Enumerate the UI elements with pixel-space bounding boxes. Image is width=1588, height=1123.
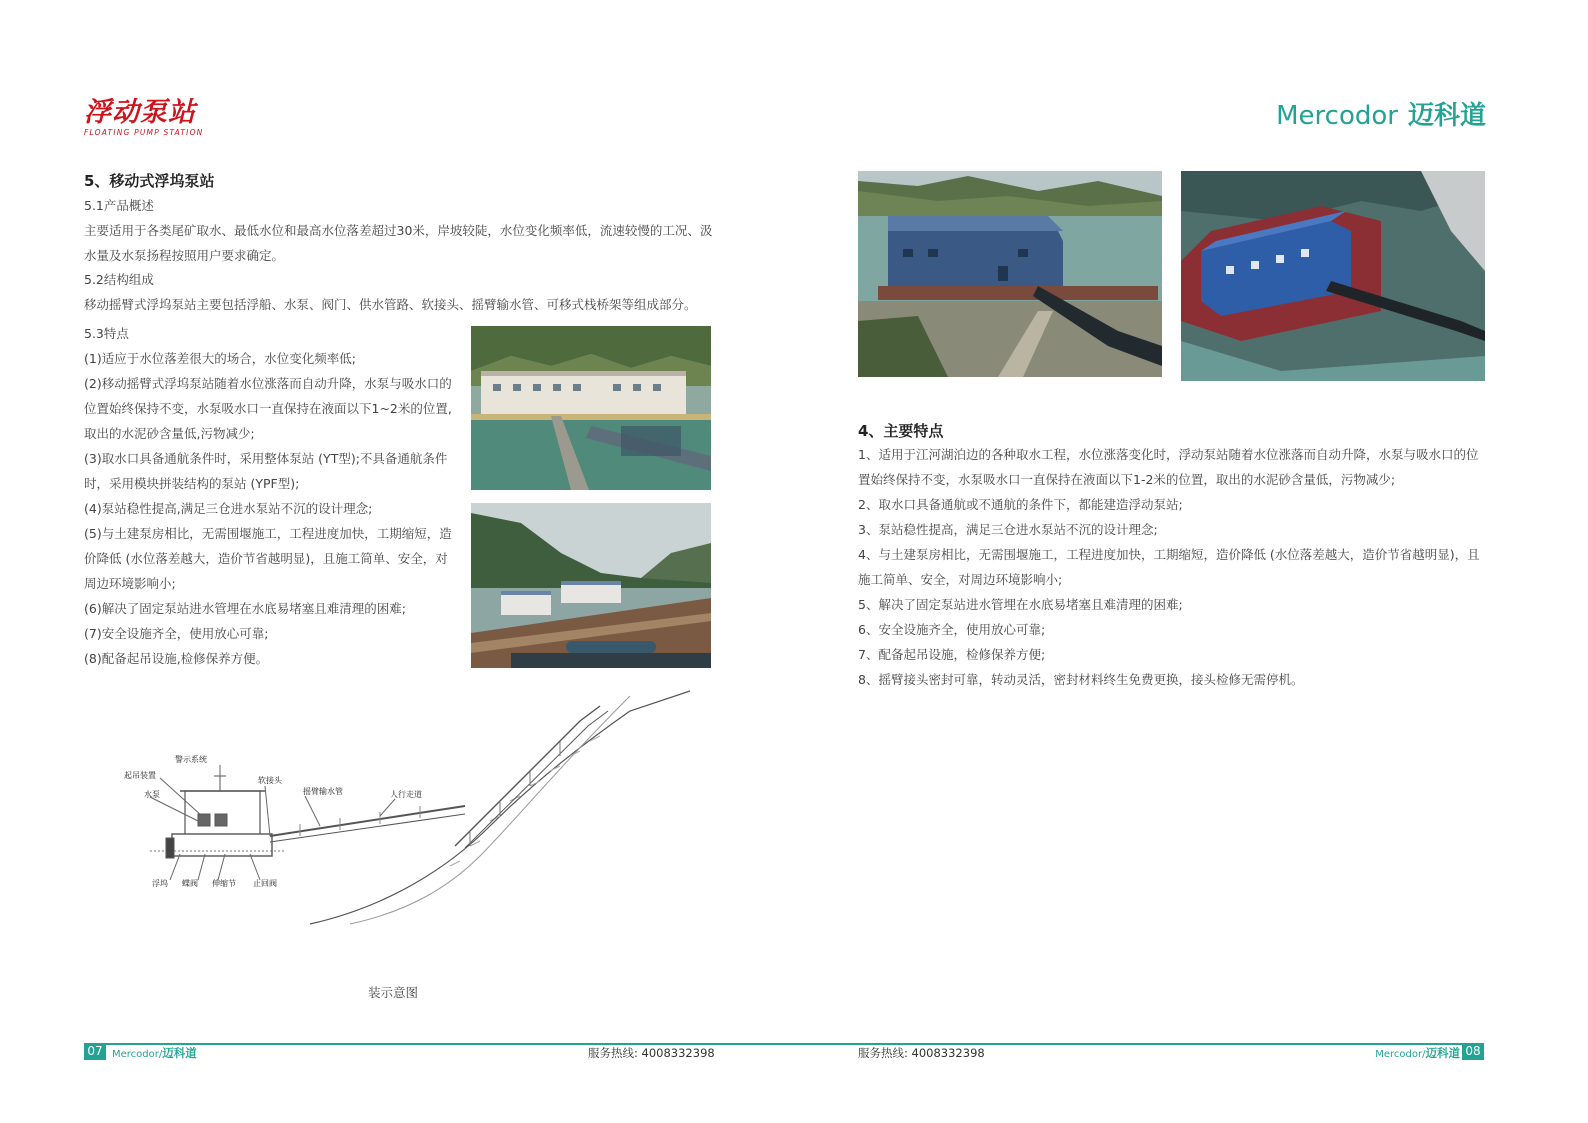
brand-logo: [1276, 100, 1486, 132]
feature-item: 7、配备起吊设施，检修保养方便;: [858, 647, 1046, 662]
subsection-title-5-2: 5.2结构组成: [84, 272, 154, 287]
subsection-title-5-3: 5.3特点: [84, 326, 129, 341]
feature-item: 6、安全设施齐全，使用放心可靠;: [858, 622, 1046, 637]
feature-item: (5)与土建泵房相比，无需围堰施工，工程进度加快，工期缩短，造价降低 (水位落差越大，造价节省越明显)，且施工简单、安全，对周边环境影响小;: [84, 526, 452, 591]
brand-en: Mercodor: [1276, 101, 1398, 131]
brand-cn: 迈科道: [1407, 101, 1486, 131]
feature-item: 1、适用于江河湖泊边的各种取水工程，水位涨落变化时，浮动泵站随着水位涨落而自动升降，水泵与吸水口的位置始终保持不变，水泵吸水口一直保持在液面以下1-2米的位置，取出的水泥砂含量低，污物减少;: [858, 447, 1479, 487]
footer-brand-en: Mercodor: [112, 1049, 159, 1060]
section-title-4: 4、主要特点: [858, 422, 944, 440]
label-crane: 起吊装置: [124, 771, 156, 780]
feature-item: (2)移动摇臂式浮坞泵站随着水位涨落而自动升降，水泵与吸水口的位置始终保持不变，水泵吸水口一直保持在液面以下1~2米的位置,取出的水泥砂含量低,污物减少;: [84, 376, 452, 441]
feature-item: (8)配备起吊设施,检修保养方便。: [84, 651, 269, 666]
footer-line: [84, 1043, 1484, 1045]
label-soft-joint: 软接头: [258, 776, 282, 785]
feature-item: (6)解决了固定泵站进水管埋在水底易堵塞且难清理的困难;: [84, 601, 406, 616]
photo-pump-station-render: [1181, 171, 1485, 381]
label-check-valve: 止回阀: [253, 879, 277, 888]
page-number-left: 07: [84, 1043, 106, 1060]
section-title-5: 5、移动式浮坞泵站: [84, 172, 215, 190]
label-expansion: 伸缩节: [212, 879, 236, 888]
footer-brand-right: [1375, 1045, 1460, 1061]
label-float: 浮坞: [152, 879, 168, 888]
feature-list-right: [858, 442, 1488, 692]
logo-subtitle: FLOATING PUMP STATION: [84, 128, 204, 137]
footer-slash: /: [1422, 1049, 1426, 1060]
subsection-text-5-1: 主要适用于各类尾矿取水、最低水位和最高水位落差超过30米，岸坡较陡，水位变化频率低，流速较慢的工况、汲水量及水泵扬程按照用户要求确定。: [84, 223, 713, 263]
feature-item: (4)泵站稳性提高,满足三仓进水泵站不沉的设计理念;: [84, 501, 373, 516]
footer-brand-en: Mercodor: [1375, 1049, 1423, 1060]
logo-title: 浮动泵站: [84, 97, 196, 128]
installation-diagram: [110, 686, 750, 926]
label-valve: 蝶阀: [182, 879, 198, 888]
diagram-caption: 装示意图: [368, 985, 419, 1000]
footer-brand-cn: 迈科道: [1425, 1046, 1460, 1060]
feature-item: (3)取水口具备通航条件时，采用整体泵站 (YT型);不具备通航条件时，采用模块拼装结构的泵站 (YPF型);: [84, 451, 448, 491]
footer-brand-left: [112, 1045, 197, 1061]
feature-item: 8、摇臂接头密封可靠，转动灵活，密封材料终生免费更换，接头检修无需停机。: [858, 672, 1304, 687]
hotline-right: 服务热线: 4008332398: [858, 1046, 985, 1060]
feature-item: 4、与土建泵房相比，无需围堰施工，工程进度加快，工期缩短，造价降低 (水位落差越大，造价节省越明显)，且施工简单、安全，对周边环境影响小;: [858, 547, 1480, 587]
photo-pump-station-1: [471, 326, 711, 490]
feature-item: (1)适应于水位落差很大的场合，水位变化频率低;: [84, 351, 356, 366]
photo-pump-station-3: [858, 171, 1162, 377]
photo-pump-station-2: [471, 503, 711, 668]
page-number-right: 08: [1462, 1043, 1484, 1060]
subsection-title-5-1: 5.1产品概述: [84, 198, 154, 213]
label-walkway: 人行走道: [390, 790, 422, 799]
feature-item: 5、解决了固定泵站进水管埋在水底易堵塞且难清理的困难;: [858, 597, 1183, 612]
subsection-text-5-2: 移动摇臂式浮坞泵站主要包括浮船、水泵、阀门、供水管路、软接头、摇臂输水管、可移式栈桥架等组成部分。: [84, 297, 697, 312]
feature-list-left: [84, 346, 456, 671]
label-arm-pipe: 摇臂输水管: [303, 787, 343, 796]
hotline-left: 服务热线: 4008332398: [588, 1046, 715, 1060]
footer-brand-cn: 迈科道: [162, 1046, 197, 1060]
footer-slash: /: [158, 1049, 163, 1060]
feature-item: (7)安全设施齐全，使用放心可靠;: [84, 626, 269, 641]
label-alarm: 警示系统: [175, 755, 207, 764]
label-pump: 水泵: [144, 790, 160, 799]
feature-item: 3、泵站稳性提高，满足三仓进水泵站不沉的设计理念;: [858, 522, 1158, 537]
feature-item: 2、取水口具备通航或不通航的条件下，都能建造浮动泵站;: [858, 497, 1183, 512]
